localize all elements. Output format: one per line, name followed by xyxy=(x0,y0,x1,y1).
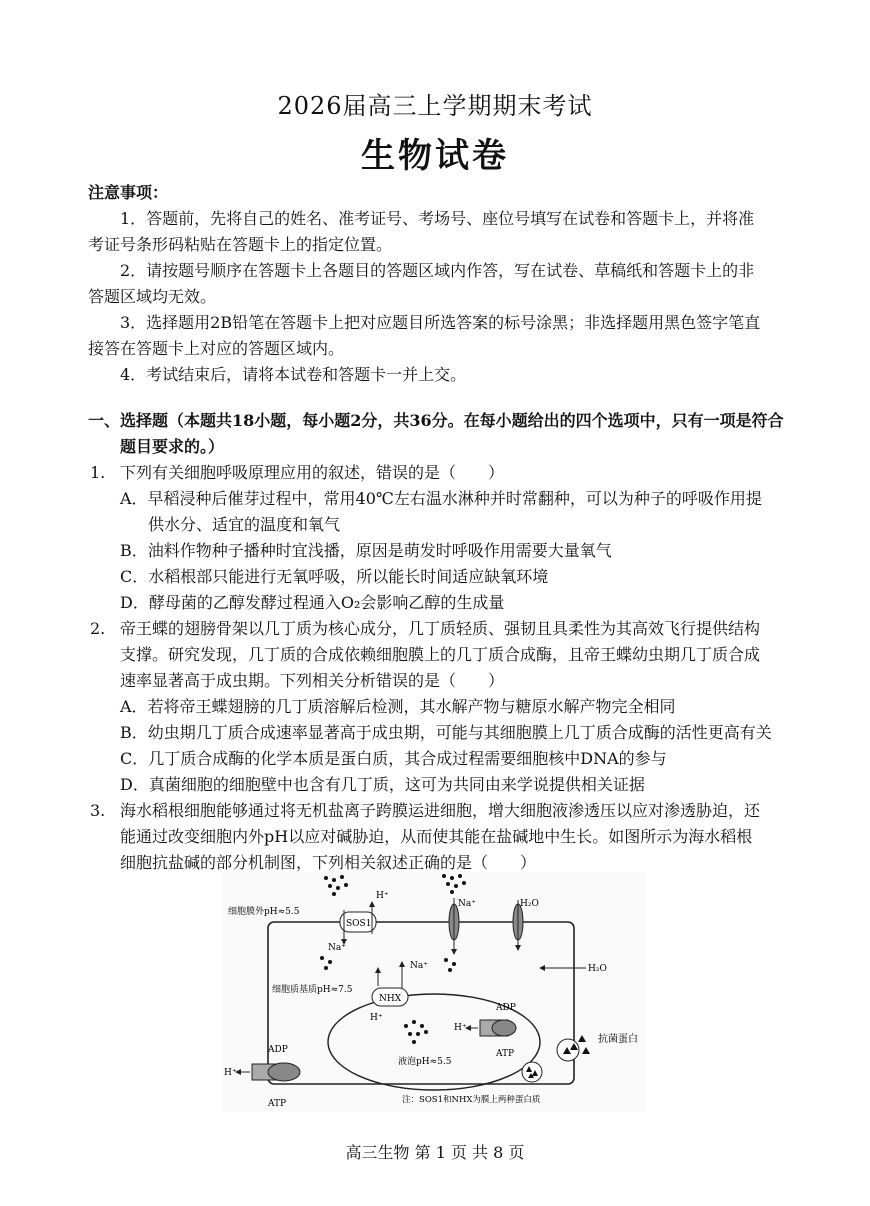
notice-line: 1．答题前，先将自己的姓名、准考证号、考场号、座位号填写在试卷和答题卡上，并将准 xyxy=(120,209,755,228)
label-atp-membrane: ATP xyxy=(268,1099,287,1109)
label-nhx: NHX xyxy=(379,994,402,1004)
label-h2o-top: H₂O xyxy=(520,899,539,909)
label-adp-vacuole: ADP xyxy=(496,1003,516,1013)
q2-option-a: A．若将帝王蝶翅膀的几丁质溶解后检测，其水解产物与糖原水解产物完全相同 xyxy=(120,697,676,716)
q1-number: 1. xyxy=(90,463,106,482)
q3-number: 3. xyxy=(90,801,106,820)
notice-line: 4．考试结束后，请将本试卷和答题卡一并上交。 xyxy=(120,365,467,384)
q1-option-b: B．油料作物种子播种时宜浅播，原因是萌发时呼吸作用需要大量氧气 xyxy=(120,541,612,560)
label-sos1: SOS1 xyxy=(346,919,372,929)
q2-option-d: D．真菌细胞的细胞壁中也含有几丁质，这可为共同由来学说提供相关证据 xyxy=(120,775,645,794)
notice-heading: 注意事项： xyxy=(88,183,169,202)
exam-title: 2026届高三上学期期末考试 xyxy=(277,92,593,120)
notice-line: 接答在答题卡上对应的答题区域内。 xyxy=(88,339,345,358)
cell-mechanism-diagram xyxy=(222,872,646,1112)
q1-option-a-cont: 供水分、适宜的温度和氧气 xyxy=(148,515,341,534)
label-h2o-right: H₂O xyxy=(588,964,607,974)
label-ph-cytoplasm: 细胞质基质pH≈7.5 xyxy=(272,985,353,995)
notice-line: 2．请按题号顺序在答题卡上各题目的答题区域内作答，写在试卷、草稿纸和答题卡上的非 xyxy=(120,261,755,280)
label-h-membrane: H⁺ xyxy=(224,1068,237,1078)
q1-stem: 下列有关细胞呼吸原理应用的叙述，错误的是（ ） xyxy=(120,463,505,482)
q3-stem-cont: 细胞抗盐碱的部分机制图，下列相关叙述正确的是（ ） xyxy=(120,853,537,872)
q2-stem-cont: 支撑。研究发现，几丁质的合成依赖细胞膜上的几丁质合成酶，且帝王蝶幼虫期几丁质合成 xyxy=(120,645,761,664)
label-h-nhx: H⁺ xyxy=(370,1013,383,1023)
label-h-top: H⁺ xyxy=(376,891,389,901)
page-footer: 高三生物 第 1 页 共 8 页 xyxy=(345,1143,525,1162)
notice-line: 3．选择题用2B铅笔在答题卡上把对应题目所选答案的标号涂黑；非选择题用黑色签字笔直 xyxy=(120,313,761,332)
label-na-channel: Na⁺ xyxy=(458,899,476,909)
q1-option-c: C．水稻根部只能进行无氧呼吸，所以能长时间适应缺氧环境 xyxy=(120,567,549,586)
q2-stem: 帝王蝶的翅膀骨架以几丁质为核心成分，几丁质轻质、强韧且具柔性为其高效飞行提供结构 xyxy=(120,619,761,638)
q1-option-d: D．酵母菌的乙醇发酵过程通入O₂会影响乙醇的生成量 xyxy=(120,593,505,612)
notice-line: 答题区域均无效。 xyxy=(88,287,217,306)
section-heading: 一、选择题（本题共18小题，每小题2分，共36分。在每小题给出的四个选项中，只有一项是符合 xyxy=(88,411,784,430)
q1-option-a: A．早稻浸种后催芽过程中，常用40℃左右温水淋种并时常翻种，可以为种子的呼吸作用提 xyxy=(120,489,762,508)
q3-stem-cont: 能通过改变细胞内外pH以应对碱胁迫，从而使其能在盐碱地中生长。如图所示为海水稻根 xyxy=(120,827,753,846)
label-na-nhx: Na⁺ xyxy=(410,961,428,971)
q2-option-b: B．幼虫期几丁质合成速率显著高于成虫期，可能与其细胞膜上几丁质合成酶的活性更高有关 xyxy=(120,723,772,742)
vacuole-pump-head xyxy=(492,1020,516,1036)
label-na-sos1: Na⁺ xyxy=(328,943,346,953)
label-antibacterial: 抗菌蛋白 xyxy=(598,1034,638,1045)
section-heading-cont: 题目要求的。） xyxy=(120,437,225,456)
subject-title: 生物试卷 xyxy=(361,136,509,176)
q2-stem-cont: 速率显著高于成虫期。下列相关分析错误的是（ ） xyxy=(120,671,505,690)
q2-number: 2. xyxy=(90,619,106,638)
q3-stem: 海水稻根细胞能够通过将无机盐离子跨膜运进细胞，增大细胞液渗透压以应对渗透胁迫，还 xyxy=(120,801,761,820)
label-ph-outside: 细胞膜外pH≈5.5 xyxy=(228,907,300,917)
q2-option-c: C．几丁质合成酶的化学本质是蛋白质，其合成过程需要细胞核中DNA的参与 xyxy=(120,749,667,768)
label-vacuole: 液泡pH≈5.5 xyxy=(398,1057,452,1067)
membrane-pump-head xyxy=(268,1063,300,1081)
label-adp-membrane: ADP xyxy=(268,1045,288,1055)
figure-note: 注：SOS1和NHX为膜上两种蛋白质 xyxy=(402,1095,541,1105)
notice-line: 考证号条形码粘贴在答题卡上的指定位置。 xyxy=(88,235,393,254)
label-h-vacuole: H⁺ xyxy=(454,1023,467,1033)
label-atp-vacuole: ATP xyxy=(496,1049,515,1059)
